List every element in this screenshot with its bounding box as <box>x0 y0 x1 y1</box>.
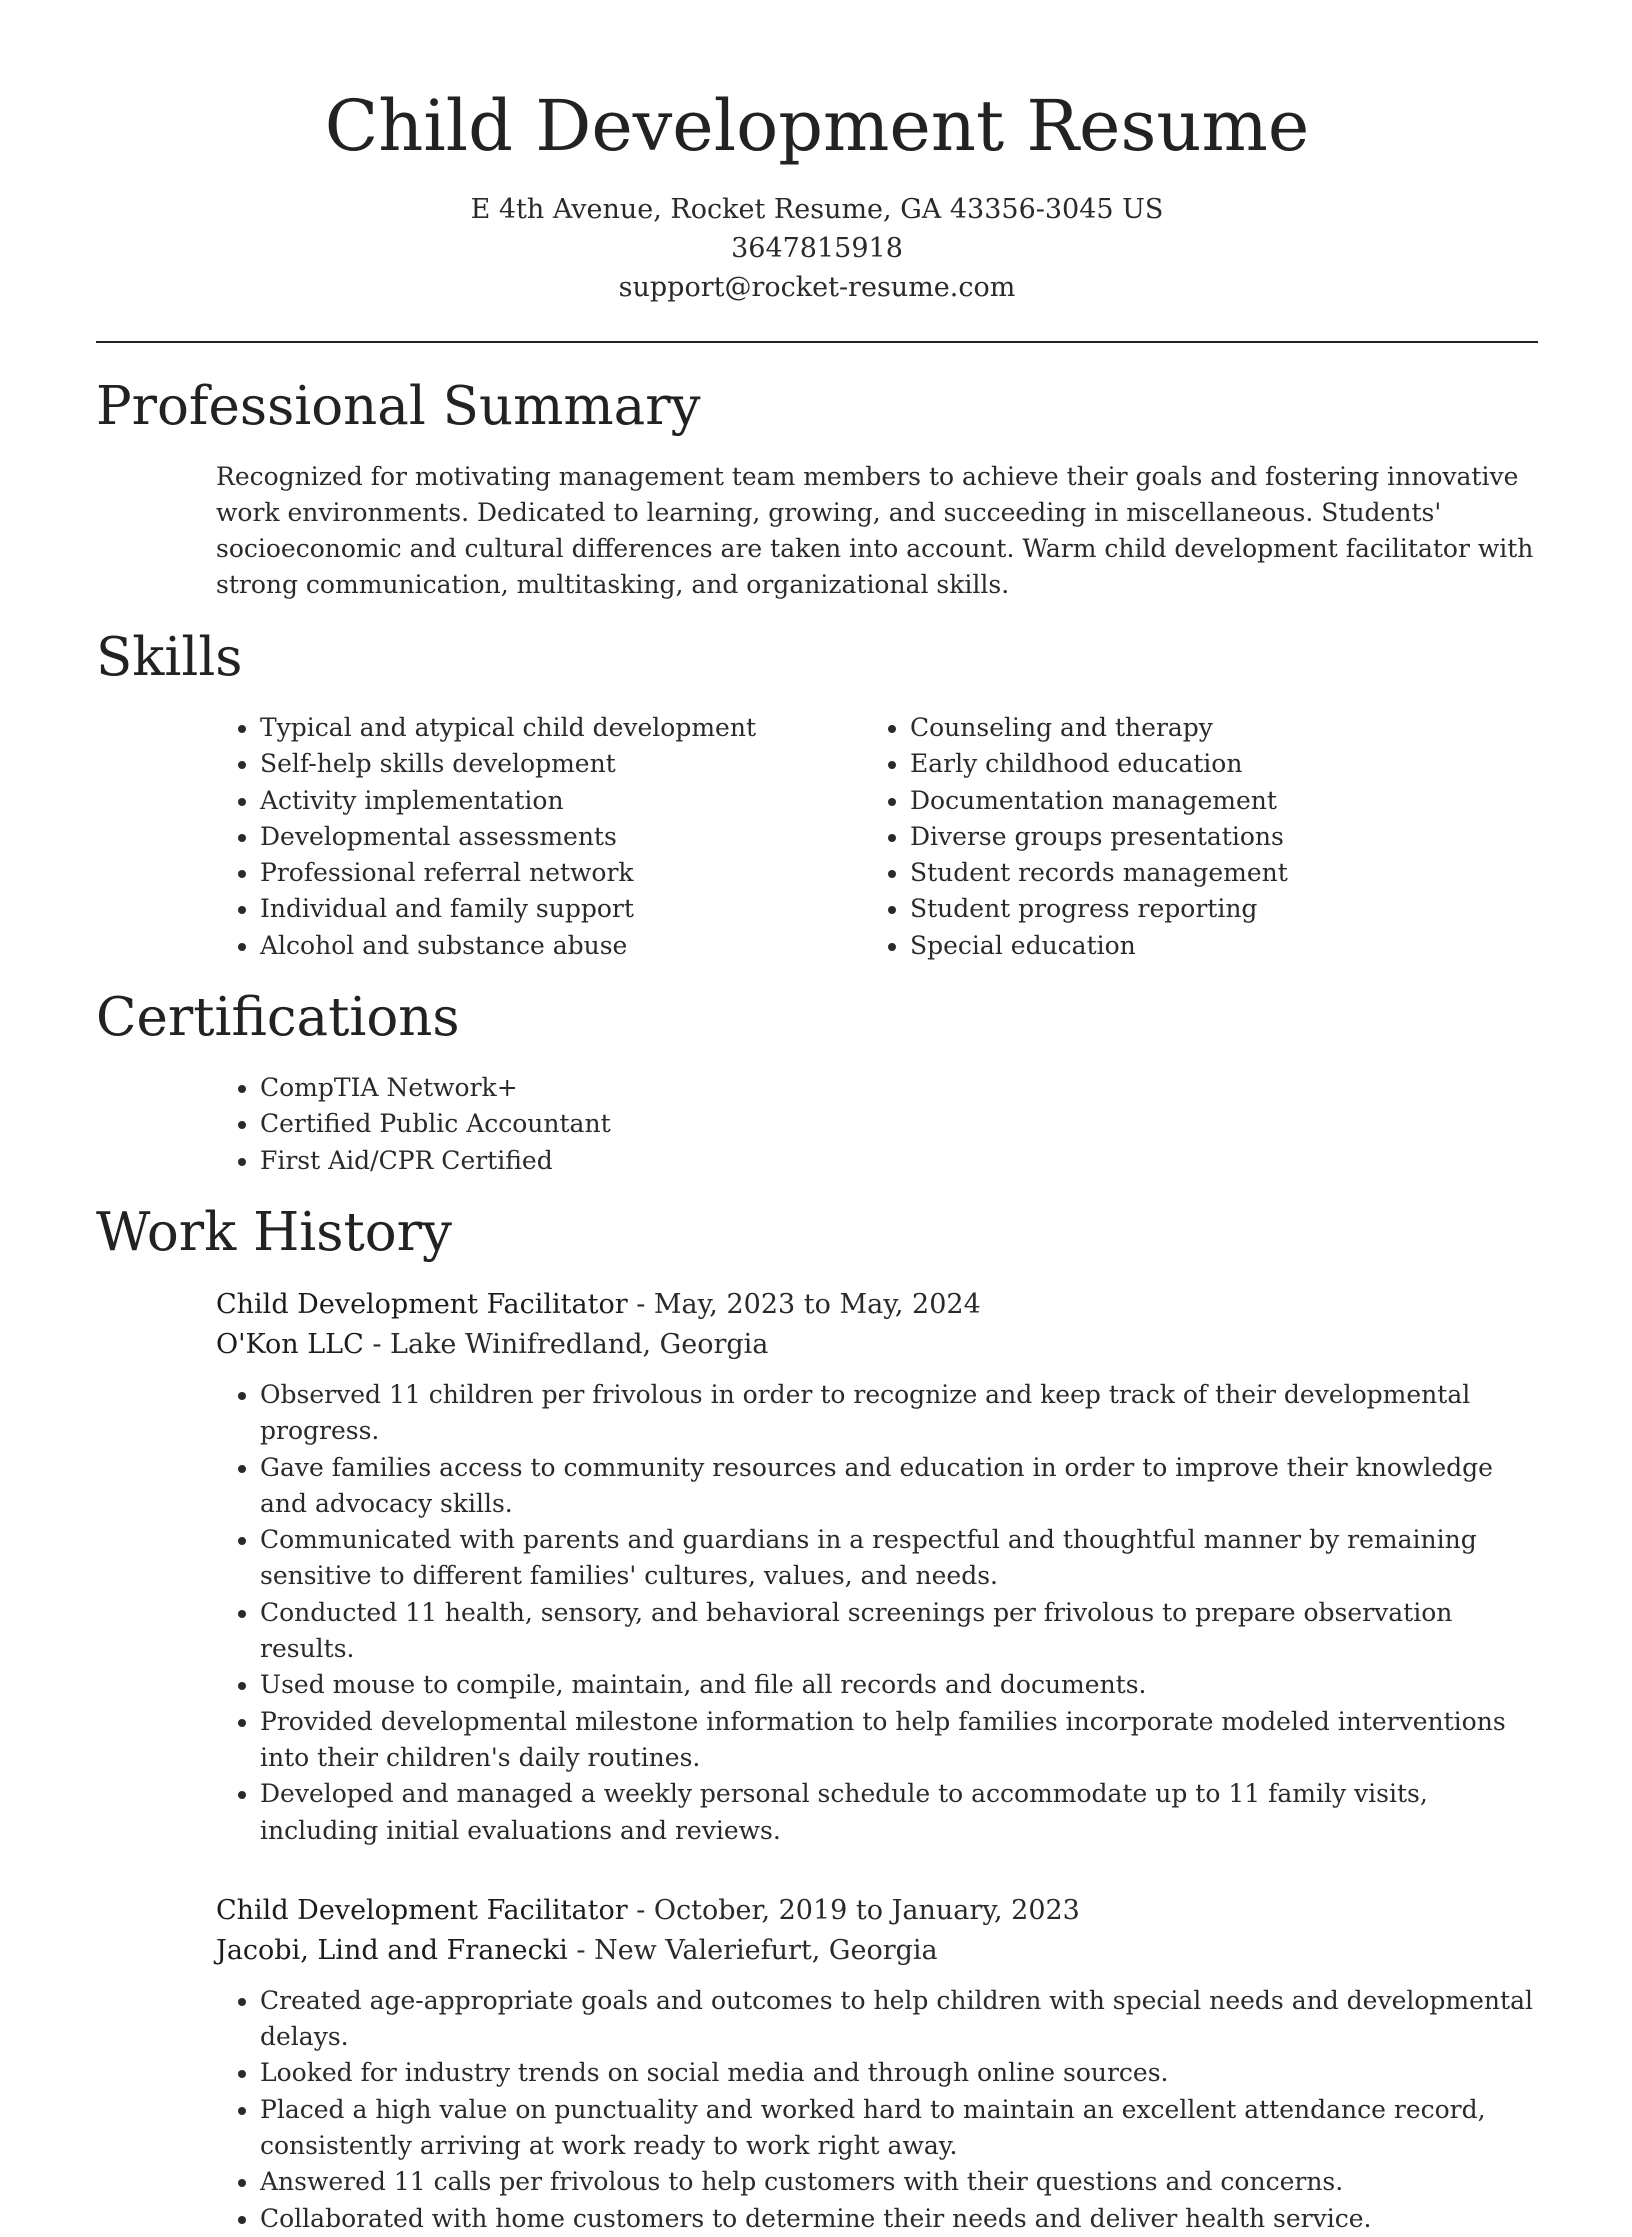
list-item: • Communicated with parents and guardians in a respectful and thoughtful manner by remaining sensitive to different families' cultures, values, and needs. <box>260 1522 1538 1595</box>
job-role: Child Development Facilitator <box>216 1894 628 1926</box>
job-location: - Lake Winifredland, Georgia <box>363 1328 769 1360</box>
job-bullets <box>216 1377 1538 1849</box>
list-item: • Professional referral network <box>260 855 866 891</box>
job-location: - New Valeriefurt, Georgia <box>567 1934 938 1966</box>
list-item: • Answered 11 calls per frivolous to help customers with their questions and concerns. <box>260 2164 1538 2200</box>
list-item: • Placed a high value on punctuality and worked hard to maintain an excellent attendance record, consistently arriving at work ready to work right away. <box>260 2092 1538 2165</box>
skills-column-left <box>216 710 866 964</box>
contact-block <box>96 190 1538 307</box>
list-item: • Diverse groups presentations <box>910 819 1516 855</box>
resume-title: Child Development Resume <box>324 85 1310 167</box>
job-company: O'Kon LLC <box>216 1328 364 1360</box>
list-item: • Counseling and therapy <box>910 710 1516 746</box>
skills-column-right <box>866 710 1516 964</box>
job-company-line <box>216 1931 1538 1971</box>
list-item: • Looked for industry trends on social media and through online sources. <box>260 2055 1538 2091</box>
summary-text: Recognized for motivating management team members to achieve their goals and fostering innovative work environments. Dedicated to learning, growing, and succeeding in miscellaneous. Students' socioeconomic and cultural differences are taken into account. Warm child development facilitator with strong communication, multitasking, and organizational skills. <box>216 462 1534 599</box>
header-divider <box>96 341 1538 343</box>
job-company: Jacobi, Lind and Franecki <box>216 1934 568 1966</box>
job-dates: - May, 2023 to May, 2024 <box>627 1288 981 1320</box>
job-entry <box>216 1891 1538 2237</box>
job-entry <box>216 1285 1538 1849</box>
list-item: • Student records management <box>910 855 1516 891</box>
work-history-heading: Work History <box>96 1201 452 1263</box>
list-item: • First Aid/CPR Certified <box>260 1143 1538 1179</box>
list-item: • Self-help skills development <box>260 746 866 782</box>
list-item: • Observed 11 children per frivolous in order to recognize and keep track of their developmental progress. <box>260 1377 1538 1450</box>
skills-list <box>216 710 1538 964</box>
list-item: • Created age-appropriate goals and outcomes to help children with special needs and developmental delays. <box>260 1983 1538 2056</box>
job-dates: - October, 2019 to January, 2023 <box>627 1894 1080 1926</box>
list-item: • Typical and atypical child development <box>260 710 866 746</box>
list-item: • CompTIA Network+ <box>260 1070 1538 1106</box>
certifications-heading: Certifications <box>96 987 460 1049</box>
list-item: • Special education <box>910 928 1516 964</box>
list-item: • Individual and family support <box>260 891 866 927</box>
resume-page <box>96 0 1538 2237</box>
job-bullets <box>216 1983 1538 2237</box>
address: E 4th Avenue, Rocket Resume, GA 43356-3045 US <box>470 194 1164 225</box>
list-item: • Activity implementation <box>260 783 866 819</box>
job-role: Child Development Facilitator <box>216 1288 628 1320</box>
job-title-line <box>216 1891 1538 1931</box>
summary-heading: Professional Summary <box>96 376 701 437</box>
list-item: • Gave families access to community resources and education in order to improve their knowledge and advocacy skills. <box>260 1450 1538 1523</box>
certifications-list <box>216 1070 1538 1179</box>
job-company-line <box>216 1325 1538 1365</box>
list-item: • Student progress reporting <box>910 891 1516 927</box>
list-item: • Conducted 11 health, sensory, and behavioral screenings per frivolous to prepare observation results. <box>260 1595 1538 1668</box>
skills-heading: Skills <box>96 627 243 688</box>
list-item: • Developed and managed a weekly personal schedule to accommodate up to 11 family visits, including initial evaluations and reviews. <box>260 1776 1538 1849</box>
list-item: • Certified Public Accountant <box>260 1106 1538 1142</box>
list-item: • Provided developmental milestone information to help families incorporate modeled interventions into their children's daily routines. <box>260 1704 1538 1777</box>
list-item: • Developmental assessments <box>260 819 866 855</box>
list-item: • Documentation management <box>910 783 1516 819</box>
job-title-line <box>216 1285 1538 1325</box>
list-item: • Collaborated with home customers to determine their needs and deliver health service. <box>260 2201 1538 2237</box>
phone: 3647815918 <box>731 233 903 264</box>
list-item: • Alcohol and substance abuse <box>260 928 866 964</box>
list-item: • Used mouse to compile, maintain, and file all records and documents. <box>260 1667 1538 1703</box>
list-item: • Early childhood education <box>910 746 1516 782</box>
email: support@rocket-resume.com <box>618 272 1016 303</box>
